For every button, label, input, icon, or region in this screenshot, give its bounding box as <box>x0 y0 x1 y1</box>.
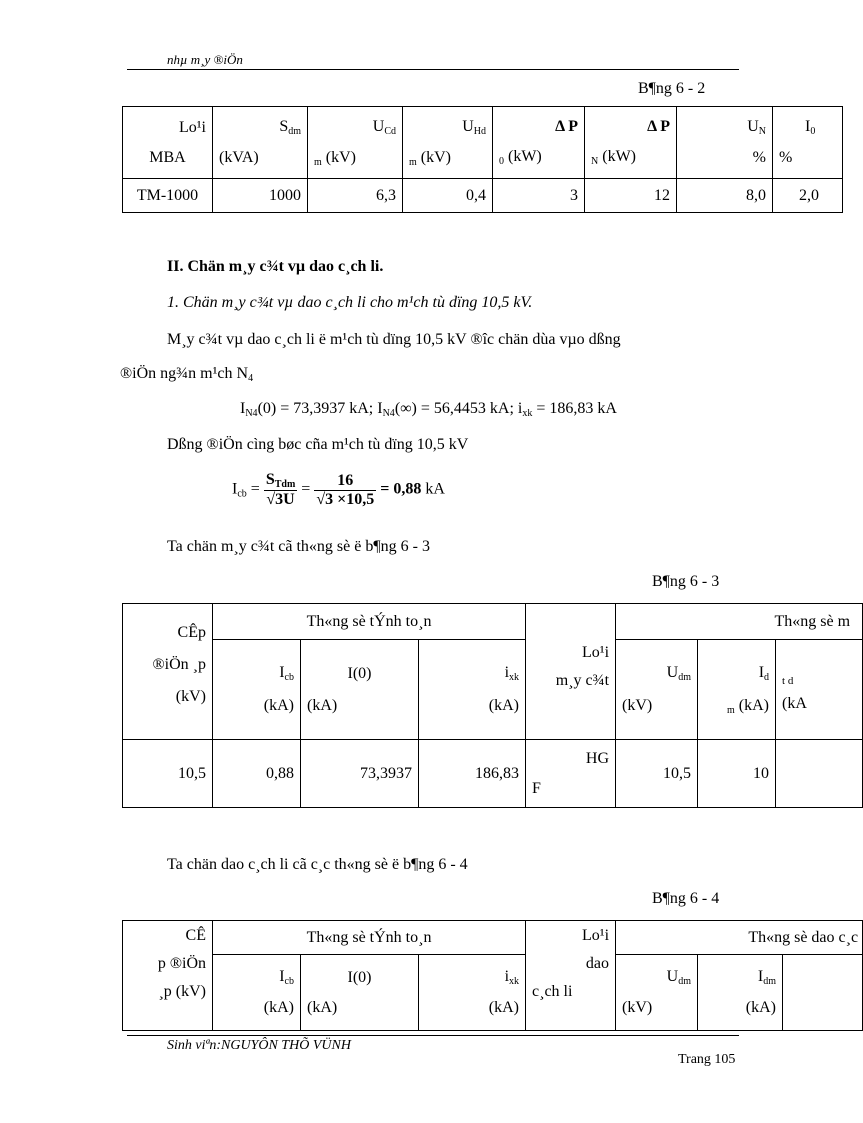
table2-cell-type: HG F <box>526 740 616 808</box>
table1-header-sdm: $S_{dm}$ (kVA) <box>213 107 308 179</box>
table1-header-type: Lo¹i MBA <box>123 107 213 179</box>
equation-forced-current: $I_{cb}$ = $\frac{S_{Tdm}}{√3U}$ = $\frac{16}{√3 \times 10,5}$ = 0,88 kA <box>232 471 445 508</box>
table1-cell: 2,0 <box>773 179 843 213</box>
table1-cell: 0,4 <box>403 179 493 213</box>
table1-cell: 3 <box>493 179 585 213</box>
footer-rule <box>127 1035 739 1036</box>
table2-header-voltage: CÊp ®iÖn ¸p (kV) <box>123 604 213 740</box>
section-heading: II. Chän m¸y c¾t vµ dao c¸ch li. <box>167 258 384 275</box>
table1-caption: B¶ng 6 - 2 <box>638 80 706 97</box>
paragraph: M¸y c¾t vµ dao c¸ch li ë m¹ch tù dïng 10,5 kV ®îc chän dùa vµo dßng <box>167 331 621 348</box>
table-mba-specs <box>122 106 843 213</box>
footer-author: Sinh viªn:NGUYÔN THÕ VÜNH <box>167 1038 351 1053</box>
page-header: nhµ m¸y ®iÖn <box>167 52 243 67</box>
table2-cell: 10,5 <box>123 740 213 808</box>
table3-group-rated: Th«ng sè dao c¸c <box>616 921 863 955</box>
table2-header-ixk: $i_{xk}$ (kA) <box>419 640 526 740</box>
table1-cell: 12 <box>585 179 677 213</box>
table3-header-voltage: CÊ p ®iÖn ¸p (kV) <box>123 921 213 1031</box>
table3-header-icb: $I_{cb}$ (kA) <box>213 955 301 1031</box>
table2-cell: 0,88 <box>213 740 301 808</box>
paragraph: Dßng ®iÖn cìng bøc cña m¹ch tù dïng 10,5 kV <box>167 436 469 453</box>
header-rule <box>127 69 739 70</box>
table2-group-calculated: Th«ng sè tÝnh to¸n <box>213 604 526 640</box>
subsection-heading: 1. Chän m¸y c¾t vµ dao c¸ch li cho m¹ch tù dïng 10,5 kV. <box>167 294 533 311</box>
table-breaker-specs <box>122 603 863 808</box>
table3-header-type: Lo¹i dao c¸ch li <box>526 921 616 1031</box>
table-disconnector-specs <box>122 920 863 1031</box>
table2-caption: B¶ng 6 - 3 <box>652 573 720 590</box>
table3-group-calculated: Th«ng sè tÝnh to¸n <box>213 921 526 955</box>
table-row <box>123 740 863 808</box>
table3-header-extra <box>783 955 863 1031</box>
equation-short-circuit: $I_{N4}(0) = 73,3937$ kA; $I_{N4}(\infty) = 56,4453$ kA; $i_{xk} = 186,83$ kA <box>240 400 617 419</box>
table3-caption: B¶ng 6 - 4 <box>652 890 720 907</box>
table2-cell: 10,5 <box>616 740 698 808</box>
table1-header-dpn: Δ P $_N$ (kW) <box>585 107 677 179</box>
table2-header-i0: I(0) (kA) <box>301 640 419 740</box>
table1-header-un: $U_N$ % <box>677 107 773 179</box>
table-row <box>123 179 843 213</box>
table3-header-ixk: $i_{xk}$ (kA) <box>419 955 526 1031</box>
table1-cell: 8,0 <box>677 179 773 213</box>
table2-cell: 186,83 <box>419 740 526 808</box>
paragraph-continued: ®iÖn ng¾n m¹ch $N_4$ <box>120 365 254 384</box>
table2-header-udm: $U_{dm}$ (kV) <box>616 640 698 740</box>
table1-header-dp0: Δ P $_0$ (kW) <box>493 107 585 179</box>
table1-header-uhd: $U_{Hd}$ $_m$ (kV) <box>403 107 493 179</box>
table2-header-type: Lo¹i m¸y c¾t <box>526 604 616 740</box>
table2-group-rated: Th«ng sè m <box>616 604 863 640</box>
table2-header-icb: $I_{cb}$ (kA) <box>213 640 301 740</box>
table3-header-idm: $I_{dm}$ (kA) <box>698 955 783 1031</box>
table2-cell: 73,3937 <box>301 740 419 808</box>
table1-cell: 1000 <box>213 179 308 213</box>
table3-header-i0: I(0) (kA) <box>301 955 419 1031</box>
table1-cell: TM-1000 <box>123 179 213 213</box>
table1-cell: 6,3 <box>308 179 403 213</box>
table2-cell: 10 <box>698 740 776 808</box>
table2-header-td: t d (kA <box>776 640 863 740</box>
table1-header-i0: $I_0$ % <box>773 107 843 179</box>
table2-cell <box>776 740 863 808</box>
paragraph: Ta chän m¸y c¾t cã th«ng sè ë b¶ng 6 - 3 <box>167 538 430 555</box>
table1-header-ucd: $U_{Cd}$ $_m$ (kV) <box>308 107 403 179</box>
table3-header-udm: $U_{dm}$ (kV) <box>616 955 698 1031</box>
page-number: Trang 105 <box>678 1052 736 1067</box>
table2-header-id: $I_d$ $_m$ (kA) <box>698 640 776 740</box>
paragraph: Ta chän dao c¸ch li cã c¸c th«ng sè ë b¶ng 6 - 4 <box>167 856 468 873</box>
